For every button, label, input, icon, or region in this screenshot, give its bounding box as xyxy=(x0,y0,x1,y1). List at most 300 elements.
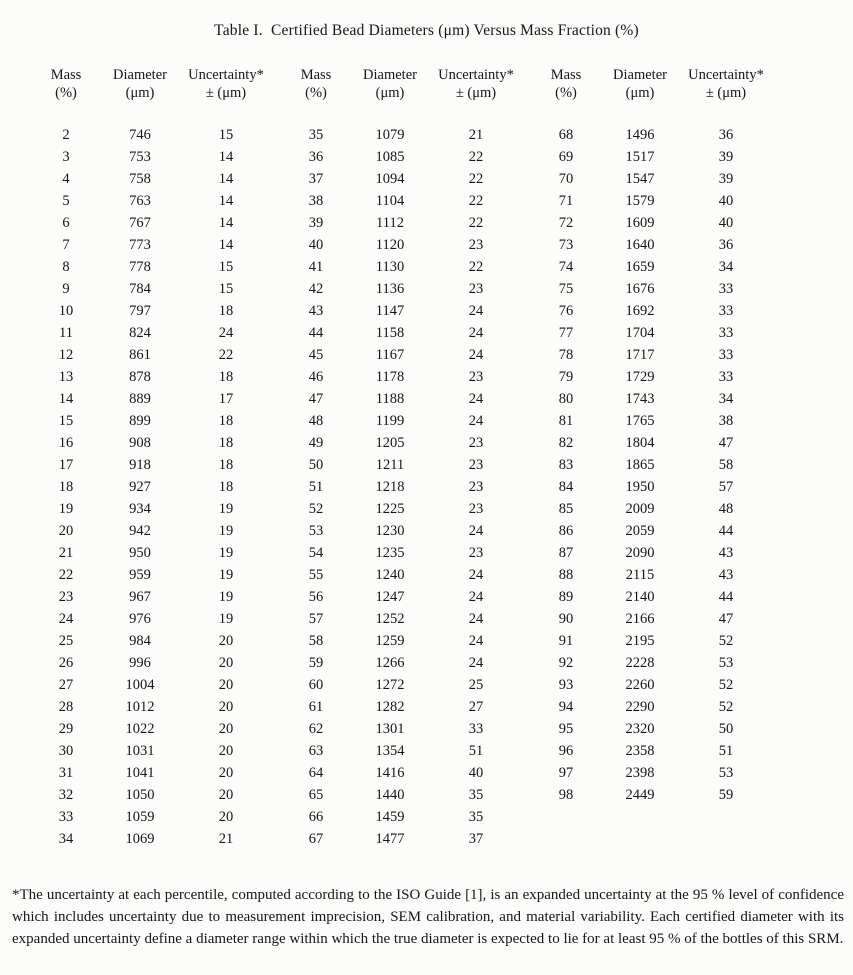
cell-mass-percent: 79 xyxy=(558,369,574,385)
cell-mass-percent: 95 xyxy=(558,721,574,737)
cell-mass-percent: 67 xyxy=(308,831,324,847)
cell-diameter-um: 1188 xyxy=(375,391,405,407)
header-diameter-unit: (μm) xyxy=(125,85,155,101)
table-group-2 xyxy=(286,66,518,850)
cell-uncertainty-um: 20 xyxy=(218,633,234,649)
cell-diameter-um: 976 xyxy=(129,611,151,627)
cell-mass-percent: 85 xyxy=(558,501,574,517)
cell-uncertainty-um: 23 xyxy=(468,369,484,385)
table-row xyxy=(286,344,518,366)
header-mass xyxy=(36,66,96,102)
table-row xyxy=(536,586,768,608)
cell-mass-percent: 74 xyxy=(558,259,574,275)
cell-diameter-um: 2140 xyxy=(625,589,655,605)
cell-uncertainty-um: 18 xyxy=(218,413,234,429)
cell-mass-percent: 26 xyxy=(58,655,74,671)
cell-uncertainty-um: 52 xyxy=(718,677,734,693)
table-row xyxy=(36,344,268,366)
cell-uncertainty-um: 23 xyxy=(468,457,484,473)
cell-diameter-um: 861 xyxy=(129,347,151,363)
cell-diameter-um: 996 xyxy=(129,655,151,671)
cell-uncertainty-um: 51 xyxy=(718,743,734,759)
table-row xyxy=(536,300,768,322)
cell-diameter-um: 934 xyxy=(129,501,151,517)
cell-uncertainty-um: 14 xyxy=(218,193,234,209)
cell-mass-percent: 16 xyxy=(58,435,74,451)
cell-diameter-um: 2059 xyxy=(625,523,655,539)
cell-uncertainty-um: 52 xyxy=(718,699,734,715)
cell-diameter-um: 878 xyxy=(129,369,151,385)
table-header xyxy=(536,66,768,102)
table-row xyxy=(36,432,268,454)
cell-uncertainty-um: 22 xyxy=(468,171,484,187)
cell-diameter-um: 778 xyxy=(129,259,151,275)
cell-mass-percent: 89 xyxy=(558,589,574,605)
cell-diameter-um: 2115 xyxy=(625,567,655,583)
cell-mass-percent: 71 xyxy=(558,193,574,209)
cell-mass-percent: 45 xyxy=(308,347,324,363)
cell-mass-percent: 84 xyxy=(558,479,574,495)
table-row xyxy=(536,454,768,476)
cell-uncertainty-um: 39 xyxy=(718,171,734,187)
cell-uncertainty-um: 19 xyxy=(218,567,234,583)
cell-mass-percent: 32 xyxy=(58,787,74,803)
cell-diameter-um: 1050 xyxy=(125,787,155,803)
cell-uncertainty-um: 39 xyxy=(718,149,734,165)
cell-uncertainty-um: 20 xyxy=(218,743,234,759)
cell-mass-percent: 88 xyxy=(558,567,574,583)
table-row xyxy=(536,388,768,410)
cell-uncertainty-um: 19 xyxy=(218,501,234,517)
table-row xyxy=(536,366,768,388)
cell-mass-percent: 2 xyxy=(62,127,70,143)
cell-diameter-um: 950 xyxy=(129,545,151,561)
cell-uncertainty-um: 22 xyxy=(468,149,484,165)
header-uncertainty-label: Uncertainty* xyxy=(188,67,264,83)
cell-diameter-um: 2260 xyxy=(625,677,655,693)
cell-uncertainty-um: 27 xyxy=(468,699,484,715)
table-row xyxy=(36,564,268,586)
cell-diameter-um: 1765 xyxy=(625,413,655,429)
cell-mass-percent: 56 xyxy=(308,589,324,605)
cell-mass-percent: 46 xyxy=(308,369,324,385)
cell-diameter-um: 1167 xyxy=(375,347,405,363)
cell-uncertainty-um: 19 xyxy=(218,545,234,561)
table-row xyxy=(286,300,518,322)
header-mass-unit: (%) xyxy=(55,85,77,101)
cell-diameter-um: 1259 xyxy=(375,633,405,649)
header-diameter xyxy=(346,66,434,102)
cell-diameter-um: 2449 xyxy=(625,787,655,803)
cell-uncertainty-um: 24 xyxy=(218,325,234,341)
cell-diameter-um: 1692 xyxy=(625,303,655,319)
cell-mass-percent: 81 xyxy=(558,413,574,429)
cell-mass-percent: 52 xyxy=(308,501,324,517)
cell-mass-percent: 27 xyxy=(58,677,74,693)
cell-mass-percent: 66 xyxy=(308,809,324,825)
table-row xyxy=(536,674,768,696)
table-row xyxy=(286,608,518,630)
cell-diameter-um: 1743 xyxy=(625,391,655,407)
cell-diameter-um: 758 xyxy=(129,171,151,187)
cell-mass-percent: 34 xyxy=(58,831,74,847)
header-diameter-label: Diameter xyxy=(113,67,167,83)
cell-diameter-um: 1459 xyxy=(375,809,405,825)
table-row xyxy=(536,652,768,674)
cell-mass-percent: 12 xyxy=(58,347,74,363)
cell-mass-percent: 64 xyxy=(308,765,324,781)
cell-uncertainty-um: 18 xyxy=(218,303,234,319)
cell-uncertainty-um: 24 xyxy=(468,303,484,319)
cell-mass-percent: 70 xyxy=(558,171,574,187)
table-row xyxy=(36,234,268,256)
table-row xyxy=(36,168,268,190)
table-footnote: *The uncertainty at each percentile, computed according to the ISO Guide [1], is an expanded uncertainty at the 95 % level of confidence which includes uncertainty due to measurement imprecision, SEM calibration, and material variability. Each certified diameter with its expanded uncertainty define a diameter range within which the true diameter is expected to lie for at least 95 % of the bottles of this SRM. xyxy=(12,887,844,947)
cell-uncertainty-um: 33 xyxy=(718,325,734,341)
table-row xyxy=(536,278,768,300)
cell-mass-percent: 11 xyxy=(59,325,73,341)
cell-mass-percent: 42 xyxy=(308,281,324,297)
header-uncertainty xyxy=(434,66,518,102)
cell-mass-percent: 57 xyxy=(308,611,324,627)
cell-uncertainty-um: 24 xyxy=(468,391,484,407)
header-diameter-unit: (μm) xyxy=(625,85,655,101)
cell-mass-percent: 21 xyxy=(58,545,74,561)
table-row xyxy=(286,190,518,212)
table-row xyxy=(536,564,768,586)
table-row xyxy=(286,410,518,432)
cell-mass-percent: 96 xyxy=(558,743,574,759)
table-row xyxy=(286,168,518,190)
table-row xyxy=(36,740,268,762)
cell-mass-percent: 55 xyxy=(308,567,324,583)
cell-mass-percent: 38 xyxy=(308,193,324,209)
cell-mass-percent: 78 xyxy=(558,347,574,363)
table-row xyxy=(536,630,768,652)
header-mass-label: Mass xyxy=(550,67,582,83)
cell-uncertainty-um: 14 xyxy=(218,215,234,231)
table-row xyxy=(286,828,518,850)
cell-diameter-um: 1579 xyxy=(625,193,655,209)
cell-diameter-um: 763 xyxy=(129,193,151,209)
cell-diameter-um: 959 xyxy=(129,567,151,583)
cell-diameter-um: 1178 xyxy=(375,369,405,385)
cell-uncertainty-um: 18 xyxy=(218,369,234,385)
cell-diameter-um: 753 xyxy=(129,149,151,165)
table-row xyxy=(536,212,768,234)
cell-diameter-um: 1477 xyxy=(375,831,405,847)
cell-uncertainty-um: 17 xyxy=(218,391,234,407)
table-group-3 xyxy=(536,66,768,850)
cell-diameter-um: 1069 xyxy=(125,831,155,847)
cell-mass-percent: 5 xyxy=(62,193,70,209)
cell-mass-percent: 24 xyxy=(58,611,74,627)
cell-uncertainty-um: 40 xyxy=(718,193,734,209)
table-row xyxy=(286,454,518,476)
cell-uncertainty-um: 24 xyxy=(468,413,484,429)
cell-diameter-um: 1218 xyxy=(375,479,405,495)
cell-uncertainty-um: 15 xyxy=(218,259,234,275)
certified-diameters-table xyxy=(0,66,853,850)
cell-mass-percent: 65 xyxy=(308,787,324,803)
table-row xyxy=(536,608,768,630)
cell-diameter-um: 1230 xyxy=(375,523,405,539)
table-row xyxy=(286,630,518,652)
cell-diameter-um: 1104 xyxy=(375,193,405,209)
cell-mass-percent: 68 xyxy=(558,127,574,143)
cell-uncertainty-um: 23 xyxy=(468,479,484,495)
cell-uncertainty-um: 25 xyxy=(468,677,484,693)
cell-uncertainty-um: 40 xyxy=(468,765,484,781)
cell-diameter-um: 1158 xyxy=(375,325,405,341)
cell-diameter-um: 1079 xyxy=(375,127,405,143)
cell-uncertainty-um: 24 xyxy=(468,523,484,539)
cell-diameter-um: 889 xyxy=(129,391,151,407)
cell-mass-percent: 47 xyxy=(308,391,324,407)
table-row xyxy=(36,300,268,322)
cell-diameter-um: 984 xyxy=(129,633,151,649)
header-diameter xyxy=(96,66,184,102)
cell-diameter-um: 1031 xyxy=(125,743,155,759)
cell-diameter-um: 2166 xyxy=(625,611,655,627)
cell-mass-percent: 29 xyxy=(58,721,74,737)
cell-uncertainty-um: 23 xyxy=(468,435,484,451)
table-row xyxy=(36,718,268,740)
table-row xyxy=(36,256,268,278)
table-row xyxy=(286,124,518,146)
cell-mass-percent: 94 xyxy=(558,699,574,715)
cell-mass-percent: 9 xyxy=(62,281,70,297)
page-title: Table I. Certified Bead Diameters (μm) Versus Mass Fraction (%) xyxy=(214,22,639,39)
table-row xyxy=(286,586,518,608)
cell-uncertainty-um: 22 xyxy=(468,215,484,231)
table-row xyxy=(536,124,768,146)
cell-uncertainty-um: 20 xyxy=(218,655,234,671)
cell-mass-percent: 92 xyxy=(558,655,574,671)
cell-diameter-um: 1865 xyxy=(625,457,655,473)
cell-diameter-um: 1676 xyxy=(625,281,655,297)
table-row xyxy=(286,366,518,388)
table-header xyxy=(286,66,518,102)
cell-diameter-um: 1301 xyxy=(375,721,405,737)
table-row xyxy=(536,784,768,806)
cell-diameter-um: 942 xyxy=(129,523,151,539)
cell-mass-percent: 63 xyxy=(308,743,324,759)
cell-uncertainty-um: 15 xyxy=(218,281,234,297)
cell-mass-percent: 20 xyxy=(58,523,74,539)
table-row xyxy=(536,344,768,366)
table-row xyxy=(36,806,268,828)
cell-uncertainty-um: 50 xyxy=(718,721,734,737)
cell-diameter-um: 2320 xyxy=(625,721,655,737)
cell-diameter-um: 1041 xyxy=(125,765,155,781)
cell-diameter-um: 2195 xyxy=(625,633,655,649)
cell-diameter-um: 1950 xyxy=(625,479,655,495)
cell-mass-percent: 97 xyxy=(558,765,574,781)
cell-diameter-um: 784 xyxy=(129,281,151,297)
header-mass xyxy=(286,66,346,102)
cell-uncertainty-um: 36 xyxy=(718,237,734,253)
cell-mass-percent: 30 xyxy=(58,743,74,759)
table-row xyxy=(36,542,268,564)
cell-uncertainty-um: 24 xyxy=(468,325,484,341)
cell-mass-percent: 15 xyxy=(58,413,74,429)
cell-diameter-um: 1547 xyxy=(625,171,655,187)
table-row xyxy=(286,322,518,344)
table-row xyxy=(536,740,768,762)
cell-diameter-um: 1130 xyxy=(375,259,405,275)
cell-mass-percent: 93 xyxy=(558,677,574,693)
cell-diameter-um: 1136 xyxy=(375,281,405,297)
cell-mass-percent: 51 xyxy=(308,479,324,495)
cell-mass-percent: 77 xyxy=(558,325,574,341)
table-row xyxy=(36,454,268,476)
cell-mass-percent: 44 xyxy=(308,325,324,341)
table-row xyxy=(536,168,768,190)
cell-diameter-um: 1199 xyxy=(375,413,405,429)
cell-uncertainty-um: 43 xyxy=(718,567,734,583)
cell-uncertainty-um: 23 xyxy=(468,545,484,561)
cell-uncertainty-um: 14 xyxy=(218,237,234,253)
table-row xyxy=(536,498,768,520)
cell-diameter-um: 1085 xyxy=(375,149,405,165)
table-row xyxy=(286,542,518,564)
table-row xyxy=(36,630,268,652)
table-row xyxy=(36,410,268,432)
cell-diameter-um: 1496 xyxy=(625,127,655,143)
cell-uncertainty-um: 24 xyxy=(468,655,484,671)
table-row xyxy=(36,476,268,498)
cell-diameter-um: 1609 xyxy=(625,215,655,231)
cell-mass-percent: 62 xyxy=(308,721,324,737)
cell-uncertainty-um: 24 xyxy=(468,633,484,649)
cell-mass-percent: 8 xyxy=(62,259,70,275)
table-row xyxy=(286,652,518,674)
cell-uncertainty-um: 20 xyxy=(218,809,234,825)
header-mass-label: Mass xyxy=(300,67,332,83)
cell-uncertainty-um: 47 xyxy=(718,611,734,627)
cell-diameter-um: 918 xyxy=(129,457,151,473)
cell-diameter-um: 1094 xyxy=(375,171,405,187)
cell-uncertainty-um: 19 xyxy=(218,523,234,539)
cell-mass-percent: 17 xyxy=(58,457,74,473)
table-row xyxy=(36,652,268,674)
cell-uncertainty-um: 51 xyxy=(468,743,484,759)
cell-mass-percent: 50 xyxy=(308,457,324,473)
cell-uncertainty-um: 21 xyxy=(468,127,484,143)
table-group-1 xyxy=(36,66,268,850)
cell-uncertainty-um: 37 xyxy=(468,831,484,847)
cell-mass-percent: 25 xyxy=(58,633,74,649)
cell-diameter-um: 2398 xyxy=(625,765,655,781)
table-row xyxy=(536,520,768,542)
cell-diameter-um: 1416 xyxy=(375,765,405,781)
table-rows-group-3 xyxy=(536,124,768,806)
table-rows-group-2 xyxy=(286,124,518,850)
table-row xyxy=(286,388,518,410)
cell-uncertainty-um: 24 xyxy=(468,567,484,583)
cell-diameter-um: 1147 xyxy=(375,303,405,319)
cell-uncertainty-um: 20 xyxy=(218,721,234,737)
cell-uncertainty-um: 34 xyxy=(718,259,734,275)
cell-diameter-um: 746 xyxy=(129,127,151,143)
cell-uncertainty-um: 24 xyxy=(468,589,484,605)
cell-diameter-um: 1120 xyxy=(375,237,405,253)
cell-mass-percent: 31 xyxy=(58,765,74,781)
cell-diameter-um: 1252 xyxy=(375,611,405,627)
table-row xyxy=(36,190,268,212)
cell-mass-percent: 60 xyxy=(308,677,324,693)
table-row xyxy=(36,828,268,850)
cell-diameter-um: 1205 xyxy=(375,435,405,451)
table-row xyxy=(36,278,268,300)
cell-diameter-um: 2228 xyxy=(625,655,655,671)
cell-mass-percent: 37 xyxy=(308,171,324,187)
cell-mass-percent: 13 xyxy=(58,369,74,385)
cell-uncertainty-um: 33 xyxy=(718,303,734,319)
cell-mass-percent: 39 xyxy=(308,215,324,231)
cell-uncertainty-um: 18 xyxy=(218,479,234,495)
header-uncertainty-unit: ± (μm) xyxy=(705,85,747,101)
cell-uncertainty-um: 48 xyxy=(718,501,734,517)
cell-uncertainty-um: 21 xyxy=(218,831,234,847)
cell-diameter-um: 1059 xyxy=(125,809,155,825)
cell-uncertainty-um: 35 xyxy=(468,809,484,825)
table-row xyxy=(536,410,768,432)
cell-uncertainty-um: 44 xyxy=(718,589,734,605)
cell-uncertainty-um: 22 xyxy=(468,259,484,275)
cell-mass-percent: 48 xyxy=(308,413,324,429)
table-header xyxy=(36,66,268,102)
cell-uncertainty-um: 18 xyxy=(218,435,234,451)
cell-uncertainty-um: 22 xyxy=(468,193,484,209)
header-mass-label: Mass xyxy=(50,67,82,83)
header-mass-unit: (%) xyxy=(555,85,577,101)
cell-mass-percent: 98 xyxy=(558,787,574,803)
cell-uncertainty-um: 47 xyxy=(718,435,734,451)
cell-uncertainty-um: 23 xyxy=(468,281,484,297)
cell-mass-percent: 28 xyxy=(58,699,74,715)
cell-diameter-um: 908 xyxy=(129,435,151,451)
cell-mass-percent: 75 xyxy=(558,281,574,297)
cell-uncertainty-um: 23 xyxy=(468,237,484,253)
cell-mass-percent: 69 xyxy=(558,149,574,165)
cell-uncertainty-um: 24 xyxy=(468,611,484,627)
table-row xyxy=(536,234,768,256)
cell-mass-percent: 91 xyxy=(558,633,574,649)
table-row xyxy=(286,520,518,542)
cell-diameter-um: 767 xyxy=(129,215,151,231)
cell-diameter-um: 899 xyxy=(129,413,151,429)
cell-mass-percent: 76 xyxy=(558,303,574,319)
table-row xyxy=(286,432,518,454)
header-uncertainty-label: Uncertainty* xyxy=(688,67,764,83)
cell-uncertainty-um: 19 xyxy=(218,589,234,605)
cell-diameter-um: 1240 xyxy=(375,567,405,583)
table-row xyxy=(36,520,268,542)
cell-diameter-um: 1266 xyxy=(375,655,405,671)
cell-mass-percent: 10 xyxy=(58,303,74,319)
cell-diameter-um: 1112 xyxy=(376,215,404,231)
table-row xyxy=(536,322,768,344)
table-row xyxy=(286,784,518,806)
table-row xyxy=(286,278,518,300)
cell-diameter-um: 2358 xyxy=(625,743,655,759)
cell-uncertainty-um: 33 xyxy=(718,369,734,385)
table-row xyxy=(536,718,768,740)
cell-diameter-um: 1272 xyxy=(375,677,405,693)
cell-diameter-um: 1659 xyxy=(625,259,655,275)
